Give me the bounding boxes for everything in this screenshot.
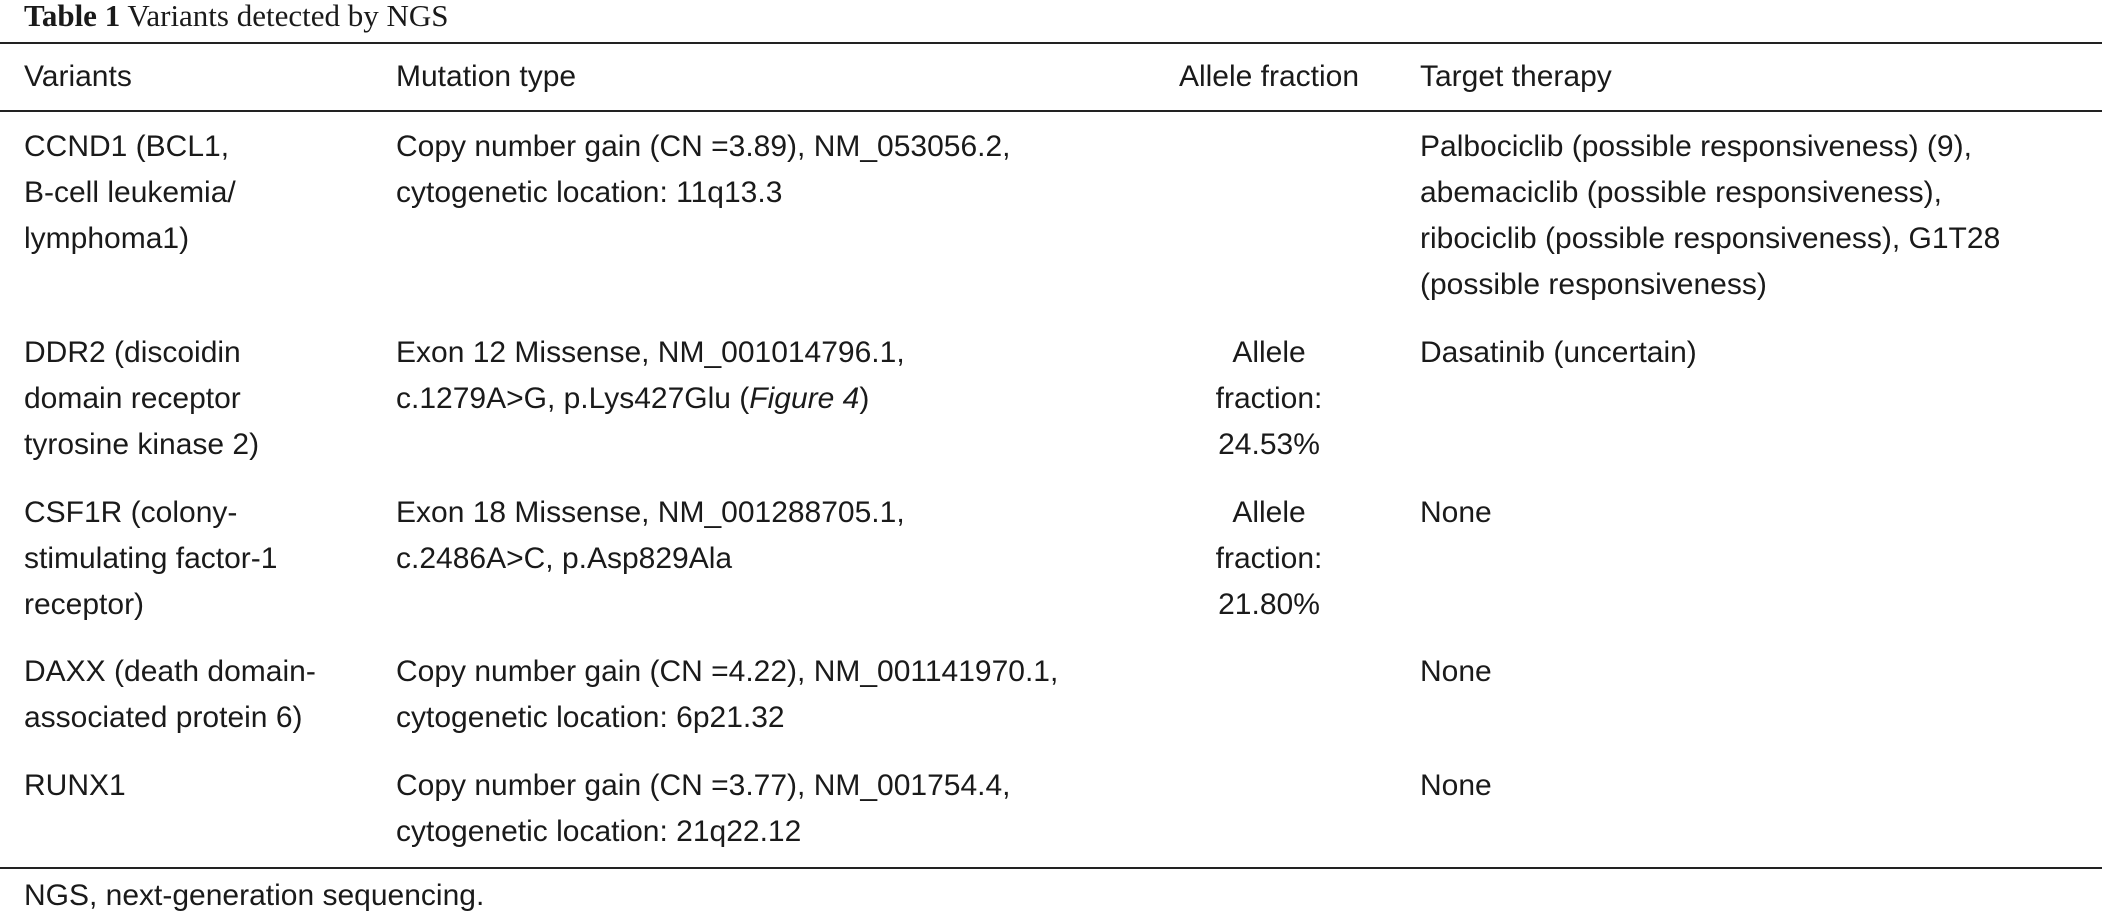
mutation-type-cell: Copy number gain (CN =4.22), NM_001141970.1, cytogenetic location: 6p21.32	[396, 655, 1059, 734]
figure-reference-link[interactable]: Figure 4	[749, 382, 860, 415]
mutation-type-cell: Copy number gain (CN =3.89), NM_053056.2, cytogenetic location: 11q13.3	[396, 130, 1011, 209]
target-therapy-cell: None	[1420, 655, 1492, 688]
mutation-type-cell	[396, 330, 1156, 422]
column-header-target-therapy: Target therapy	[1420, 60, 1612, 93]
variant-cell: DDR2 (discoidin domain receptor tyrosine kinase 2)	[24, 336, 260, 461]
target-therapy-cell: Dasatinib (uncertain)	[1420, 336, 1697, 369]
table-caption-label: Table 1	[24, 0, 121, 33]
allele-fraction-cell: Allele fraction: 24.53%	[1215, 336, 1323, 461]
mutation-type-cell: Copy number gain (CN =3.77), NM_001754.4, cytogenetic location: 21q22.12	[396, 769, 1011, 848]
target-therapy-cell: None	[1420, 769, 1492, 802]
table-caption	[24, 0, 449, 36]
table-header-rule	[0, 110, 2102, 112]
table-bottom-rule	[0, 867, 2102, 869]
target-therapy-cell: None	[1420, 496, 1492, 529]
table-caption-text: Variants detected by NGS	[127, 0, 449, 33]
table-footnote: NGS, next-generation sequencing.	[24, 879, 485, 912]
variant-cell: DAXX (death domain- associated protein 6)	[24, 655, 316, 734]
variant-cell: CSF1R (colony- stimulating factor-1 receptor)	[24, 496, 278, 621]
mutation-type-text: Exon 12 Missense, NM_001014796.1, c.1279A>G, p.Lys427Glu (	[396, 336, 905, 415]
mutation-type-text-end: )	[859, 382, 870, 415]
column-header-variants: Variants	[24, 60, 132, 93]
target-therapy-cell: Palbociclib (possible responsiveness) (9), abemaciclib (possible responsiveness), ribociclib (possible responsiveness), G1T28 (possible responsiveness)	[1420, 130, 2001, 301]
allele-fraction-cell: Allele fraction: 21.80%	[1215, 496, 1323, 621]
variant-cell: CCND1 (BCL1, B-cell leukemia/ lymphoma1)	[24, 130, 236, 255]
column-header-mutation-type: Mutation type	[396, 60, 577, 93]
column-header-allele-fraction: Allele fraction	[1178, 60, 1360, 93]
variant-cell: RUNX1	[24, 769, 126, 802]
table-top-rule	[0, 42, 2102, 44]
mutation-type-cell: Exon 18 Missense, NM_001288705.1, c.2486A>C, p.Asp829Ala	[396, 496, 905, 575]
